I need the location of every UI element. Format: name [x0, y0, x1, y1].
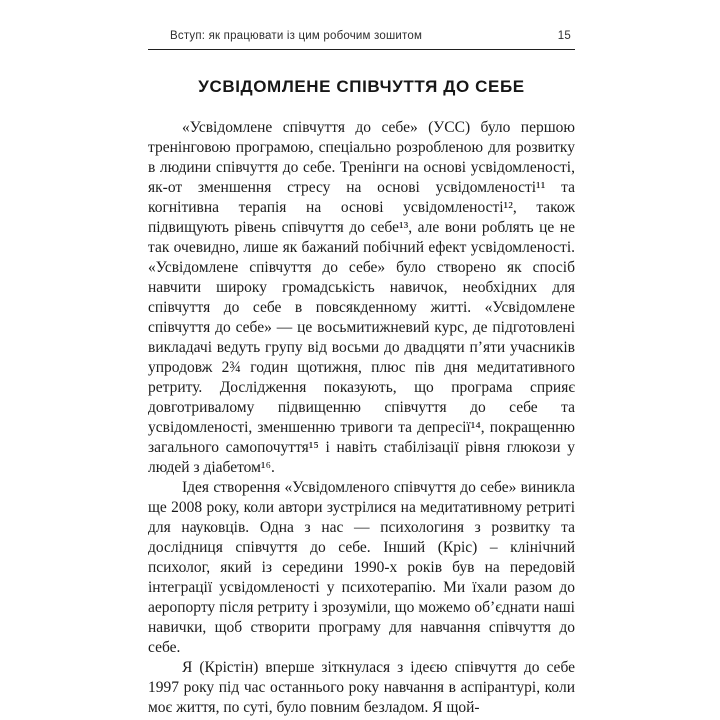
paragraph-2: Ідея створення «Усвідомленого співчуття до себе» виникла ще 2008 року, коли автори зустрілися на медитативному ретриті для науковців. Одна з нас — психологиня з розвитку та дослідниця співчуття до себе. Інший (Кріс) – клінічний психолог, який із середини 1990-х років був на передовій інтеграції усвідомленості у психотерапію. Ми їхали разом до аеропорту після ретриту і зрозуміли, що можемо об’єднати наші навички, щоб створити програму для навчання співчуття до себе.	[148, 479, 575, 656]
page-number: 15	[557, 30, 571, 42]
paragraph-1: «Усвідомлене співчуття до себе» (УСС) було першою тренінговою програмою, спеціально розробленою для розвитку в людини співчуття до себе. Тренінги на основі усвідомленості, як-от зменшення стресу на основі усвідомленості¹¹ та когнітивна терапія на основі усвідомленості¹², також підвищують рівень співчуття до себе¹³, але вони роблять це не так очевидно, лише як бажаний побічний ефект усвідомленості. «Усвідомлене співчуття до себе» було створено як спосіб навчити широку громадськість навичок, необхідних для співчуття до себе в повсякденному житті. «Усвідомлене співчуття до себе» — це восьмитижневий курс, де підготовлені викладачі ведуть групу від восьми до двадцяти п’яти учасників упродовж 2¾ годин щотижня, плюс пів дня медитативного ретриту. Дослідження показують, що програма сприяє довготривалому підвищенню співчуття до себе та усвідомленості, зменшенню тривоги та депресії¹⁴, покращенню загального самопочуття¹⁵ і навіть стабілізації рівня глюкози у людей з діабетом¹⁶.	[148, 119, 575, 476]
chapter-title: УСВІДОМЛЕНЕ СПІВЧУТТЯ ДО СЕБЕ	[198, 77, 525, 96]
body-text	[148, 118, 575, 718]
header-divider	[148, 49, 575, 50]
page-header	[148, 30, 575, 42]
running-title: Вступ: як працювати із цим робочим зошитом	[170, 30, 423, 42]
paragraph-3: Я (Крістін) вперше зіткнулася з ідеєю співчуття до себе 1997 року під час останнього року навчання в аспірантурі, коли моє життя, по суті, було повним безладом. Я щой-	[148, 659, 575, 716]
